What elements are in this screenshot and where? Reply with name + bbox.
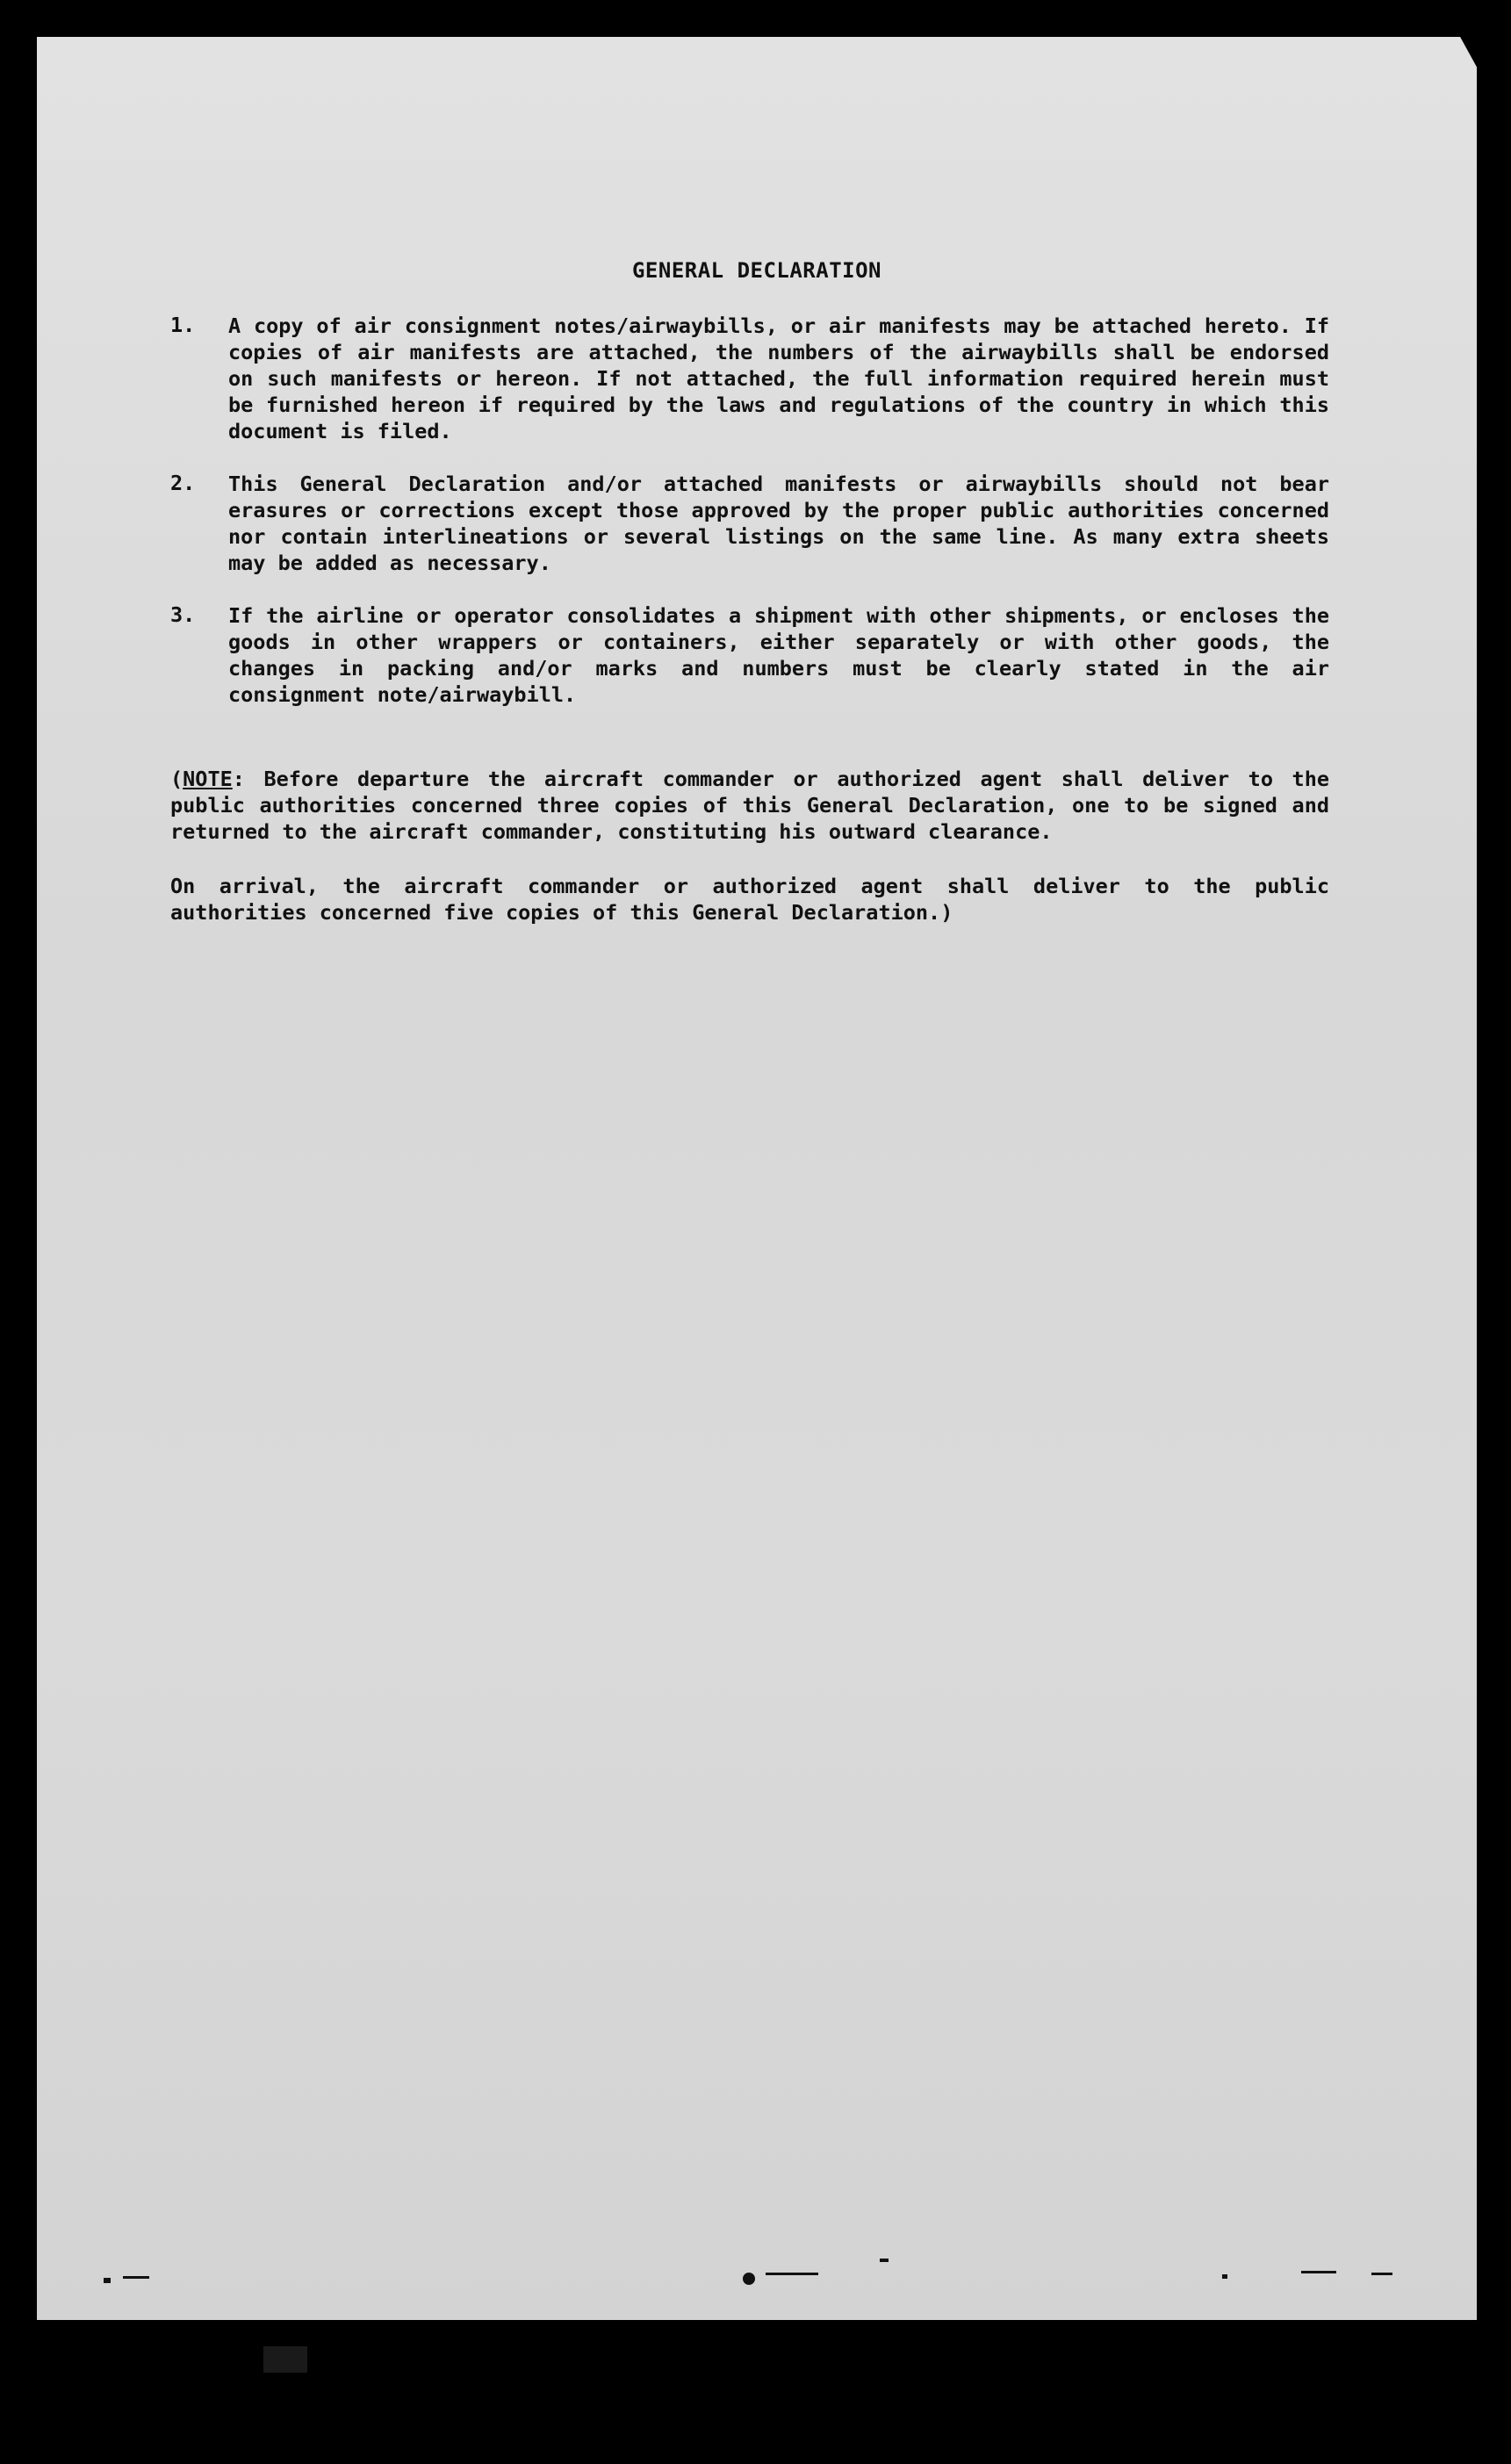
note-text: Before departure the aircraft commander or authorized agent shall deliver to the public authorities concerned three copies of this General Declaration, one to be signed and returned to the aircraft commander, constituting his outward clearance. — [170, 767, 1329, 844]
scan-speck — [766, 2273, 818, 2275]
note-label: NOTE — [183, 767, 233, 791]
scan-speck — [104, 2278, 111, 2283]
item-text: This General Declaration and/or attached manifests or airwaybills should not bear erasures or corrections except those approved by the proper public authorities concerned nor contain interlineations or several listings on the same line. As many extra sheets may be added as necessary. — [228, 472, 1329, 575]
item-text: A copy of air consignment notes/airwaybills, or air manifests may be attached hereto. If copies of air manifests are attached, the numbers of the airwaybills shall be endorsed on such manifests or hereon. If not attached, the full information required herein must be furnished hereon if required by the laws and regulations of the country in which this document is filed. — [228, 313, 1329, 443]
scan-speck — [1371, 2273, 1392, 2275]
scan-speck — [743, 2273, 755, 2285]
binding-clip — [263, 2346, 307, 2373]
item-number: 2. — [170, 471, 196, 495]
document-page — [37, 37, 1477, 2320]
note-open-paren: ( — [170, 767, 183, 791]
scan-speck — [1222, 2274, 1227, 2279]
scan-speck — [880, 2259, 889, 2262]
note-colon: : — [232, 767, 245, 791]
arrival-note: On arrival, the aircraft commander or authorized agent shall deliver to the public authorities concerned five copies of this General Declaration.) — [170, 874, 1329, 925]
scan-speck — [1301, 2271, 1336, 2273]
item-number: 1. — [170, 313, 196, 337]
item-text: If the airline or operator consolidates a shipment with other shipments, or encloses the goods in other wrappers or containers, either separately or with other goods, the changes in packing and/or marks and numbers must be clearly stated in the air consignment note/airwaybill. — [228, 603, 1329, 707]
departure-note — [170, 766, 1329, 845]
scan-speck — [123, 2276, 149, 2279]
item-number: 3. — [170, 602, 196, 627]
document-title: GENERAL DECLARATION — [631, 258, 882, 283]
